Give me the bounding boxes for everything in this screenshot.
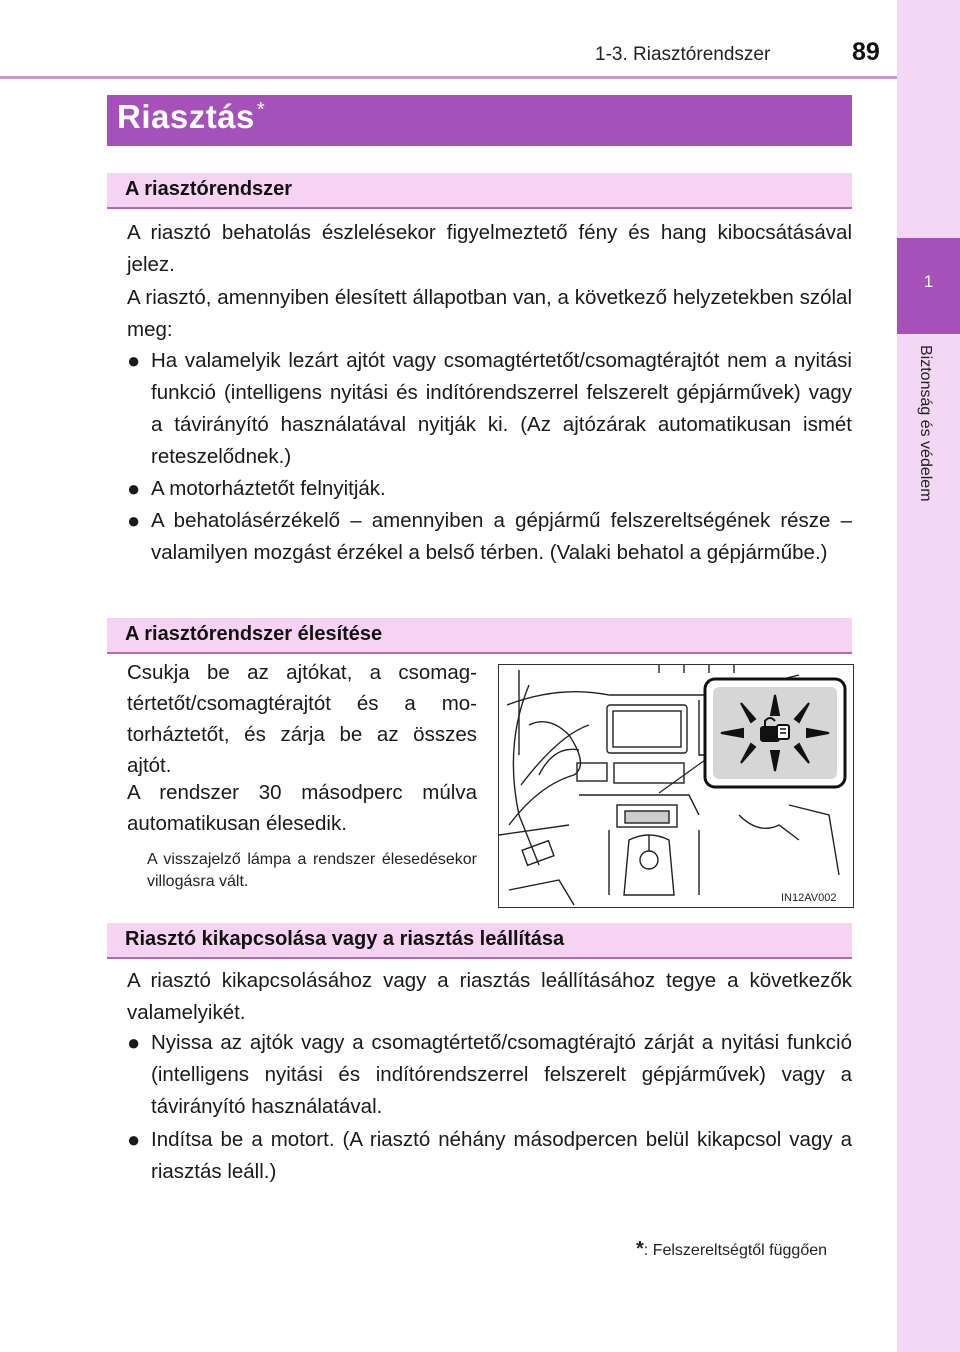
section-heading-bar	[107, 618, 852, 654]
running-head: 1-3. Riasztórendszer	[595, 44, 771, 65]
bullet-icon: ●	[127, 508, 141, 533]
note: A visszajelző lámpa a rendszer élesedésekor villogásra vált.	[147, 851, 477, 890]
section-heading-bar	[107, 923, 852, 959]
list-item: ● A motorháztetőt felnyitják.	[127, 473, 852, 505]
list-item: ● Nyissa az ajtók vagy a csomagtértető/csomagtérajtó zárját a nyitási funkció (intelligens nyitási és indítórendszerrel felszerelt gépjárművek) vagy a távirányító használatával.	[127, 1027, 852, 1123]
bullet-icon: ●	[127, 476, 141, 501]
page-number: 89	[852, 38, 880, 66]
paragraph: A riasztó behatolás észlelésekor figyelmeztető fény és hang kibocsátásával jelez.	[127, 221, 852, 276]
paragraph: A rendszer 30 másodperc múlva automatikusan élesedik.	[127, 781, 477, 835]
dashboard-drawing	[499, 665, 853, 907]
dashboard-illustration	[498, 664, 854, 908]
chapter-title: Biztonság és védelem	[917, 345, 934, 502]
list-item: ● Ha valamelyik lezárt ajtót vagy csomagtértetőt/csomagtérajtót nem a nyitási funkció (intelligens nyitási és indítórendszerrel felszerelt gépjárművek) vagy a távirányító használatával nyitják ki. (Az ajtózárak automatikusan ismét reteszelődnek.)	[127, 345, 852, 473]
optional-marker: *	[256, 99, 266, 121]
footnote: *: Felszereltségtől függően	[636, 1238, 828, 1260]
chapter-number: 1	[923, 272, 934, 291]
page-title: Riasztás *	[117, 98, 266, 135]
header-rule	[0, 76, 897, 79]
figure-code: IN12AV002	[781, 892, 837, 904]
paragraph: A riasztó, amennyiben élesített állapotban van, a következő helyzetekben szólal meg:	[127, 286, 852, 341]
bullet-icon: ●	[127, 1030, 141, 1055]
bullet-icon: ●	[127, 1127, 141, 1152]
section-heading: A riasztórendszer	[125, 178, 293, 200]
section-heading: Riasztó kikapcsolása vagy a riasztás leállítása	[125, 928, 565, 950]
section-heading-bar	[107, 173, 852, 209]
bullet-icon: ●	[127, 348, 141, 373]
paragraph: A riasztó kikapcsolásához vagy a riasztás leállításához tegye a következők valamelyikét.	[127, 969, 852, 1024]
list-item: ● A behatolásérzékelő – amennyiben a gépjármű felszereltségének része – valamilyen mozgást érzékel a belső térben. (Valaki behatol a gépjárműbe.)	[127, 505, 852, 569]
section-heading: A riasztórendszer élesítése	[125, 623, 383, 645]
paragraph: Csukja be az ajtókat, a csomagtértetőt/csomagtérajtót és a motorháztetőt, és zárja be az összes ajtót.	[127, 661, 477, 777]
list-item: ● Indítsa be a motort. (A riasztó néhány másodpercen belül kikapcsol vagy a riasztás leáll.)	[127, 1124, 852, 1188]
side-tab	[897, 0, 960, 1352]
footnote-marker: *	[636, 1238, 644, 1260]
